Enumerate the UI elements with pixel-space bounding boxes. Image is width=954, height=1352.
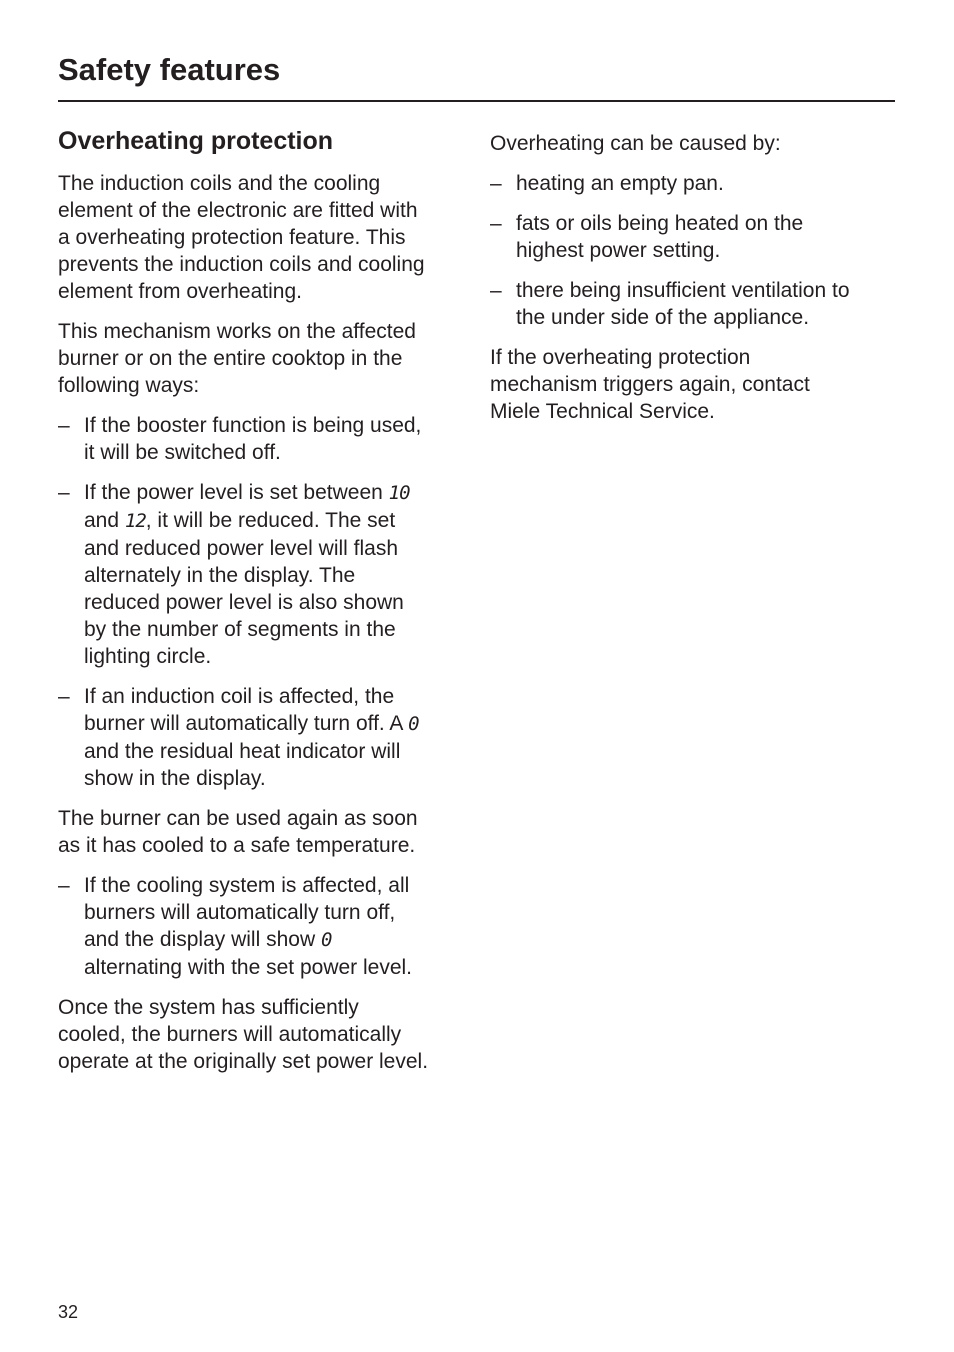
text-run: the under side of the appliance. <box>516 306 810 329</box>
text-run: and the residual heat indicator will <box>84 740 401 763</box>
title-rule <box>58 100 895 102</box>
text-line <box>84 479 478 507</box>
text-line <box>84 926 478 954</box>
text-run: fats or oils being heated on the <box>516 212 804 235</box>
text-run: If an induction coil is affected, the <box>84 685 395 708</box>
display-digit: 0 <box>408 713 419 735</box>
text-run: Miele Technical Service. <box>490 400 715 423</box>
section-heading: Overheating protection <box>58 127 334 155</box>
text-run: alternating with the set power level. <box>84 956 413 979</box>
text-line <box>84 535 478 562</box>
text-line <box>58 318 478 345</box>
text-run: cooled, the burners will automatically <box>58 1023 402 1046</box>
left-column <box>58 126 478 1088</box>
text-run: burner will automatically turn off. A <box>84 712 409 735</box>
text-run: as it has cooled to a safe temperature. <box>58 834 416 857</box>
text-run: show in the display. <box>84 767 266 790</box>
text-run: reduced power level is also shown <box>84 591 404 614</box>
list-item <box>58 683 478 792</box>
paragraph <box>58 170 478 305</box>
dash-bullet: – <box>58 414 70 437</box>
list-item <box>58 412 478 466</box>
text-line <box>58 278 478 305</box>
text-line <box>84 562 478 589</box>
text-line <box>516 210 910 237</box>
text-line <box>490 398 910 425</box>
text-line <box>58 1021 478 1048</box>
text-run: and <box>84 509 125 532</box>
text-line <box>84 683 478 710</box>
text-line <box>516 277 910 304</box>
paragraph <box>490 344 910 425</box>
text-line <box>84 412 478 439</box>
display-digit: 12 <box>124 510 146 532</box>
text-run: burners will automatically turn off, <box>84 901 396 924</box>
text-run: If the overheating protection <box>490 346 751 369</box>
text-line <box>84 899 478 926</box>
text-line <box>58 224 478 251</box>
list-item <box>58 872 478 981</box>
text-run: highest power setting. <box>516 239 721 262</box>
text-line <box>490 344 910 371</box>
dash-bullet: – <box>58 481 70 504</box>
text-line <box>84 439 478 466</box>
text-line <box>58 372 478 399</box>
text-run: prevents the induction coils and cooling <box>58 253 425 276</box>
text-line <box>490 371 910 398</box>
text-run: and reduced power level will flash <box>84 537 399 560</box>
text-run: If the cooling system is affected, all <box>84 874 410 897</box>
text-line <box>58 805 478 832</box>
text-run: operate at the originally set power level. <box>58 1050 429 1073</box>
paragraph <box>58 994 478 1075</box>
text-run: following ways: <box>58 374 200 397</box>
text-line <box>516 304 910 331</box>
paragraph <box>58 318 478 399</box>
dash-bullet: – <box>490 212 502 235</box>
text-run: Once the system has sufficiently <box>58 996 359 1019</box>
text-run: Overheating can be caused by: <box>490 132 781 155</box>
page-number: 32 <box>58 1302 79 1322</box>
right-content <box>490 130 910 425</box>
text-run: This mechanism works on the affected <box>58 320 416 343</box>
text-line <box>84 738 478 765</box>
text-line <box>490 130 910 157</box>
text-line <box>58 170 478 197</box>
dash-bullet: – <box>58 685 70 708</box>
text-line <box>58 994 478 1021</box>
text-run: and the display will show <box>84 928 321 951</box>
text-run: mechanism triggers again, contact <box>490 373 810 396</box>
left-content <box>58 170 478 1075</box>
text-run: element from overheating. <box>58 280 302 303</box>
text-run: there being insufficient ventilation to <box>516 279 850 302</box>
text-line <box>58 1048 478 1075</box>
text-line <box>58 345 478 372</box>
paragraph <box>58 805 478 859</box>
text-run: The burner can be used again as soon <box>58 807 418 830</box>
list-item <box>490 277 910 331</box>
text-run: alternately in the display. The <box>84 564 356 587</box>
text-line <box>58 251 478 278</box>
text-run: element of the electronic are fitted with <box>58 199 418 222</box>
list-item <box>490 170 910 197</box>
text-line <box>84 954 478 981</box>
text-run: heating an empty pan. <box>516 172 724 195</box>
display-digit: 0 <box>320 929 332 951</box>
text-line <box>516 237 910 264</box>
text-line <box>84 710 478 738</box>
text-run: If the booster function is being used, <box>84 414 422 437</box>
text-line <box>84 643 478 670</box>
dash-bullet: – <box>490 279 502 302</box>
dash-bullet: – <box>490 172 502 195</box>
text-run: by the number of segments in the <box>84 618 396 641</box>
text-line <box>58 832 478 859</box>
text-line <box>84 616 478 643</box>
text-run: If the power level is set between <box>84 481 389 504</box>
text-line <box>84 765 478 792</box>
paragraph <box>490 130 910 157</box>
text-run: , it will be reduced. The set <box>145 509 396 532</box>
text-line <box>84 872 478 899</box>
list-item <box>490 210 910 264</box>
display-digit: 10 <box>388 482 410 504</box>
dash-bullet: – <box>58 874 70 897</box>
right-column <box>490 130 910 438</box>
text-run: it will be switched off. <box>84 441 281 464</box>
text-run: The induction coils and the cooling <box>58 172 381 195</box>
text-run: lighting circle. <box>84 645 212 668</box>
text-run: a overheating protection feature. This <box>58 226 406 249</box>
list-item <box>58 479 478 670</box>
text-line <box>516 170 910 197</box>
text-line <box>84 589 478 616</box>
text-run: burner or on the entire cooktop in the <box>58 347 403 370</box>
page-title: Safety features <box>58 52 281 87</box>
text-line <box>84 507 478 535</box>
text-line <box>58 197 478 224</box>
